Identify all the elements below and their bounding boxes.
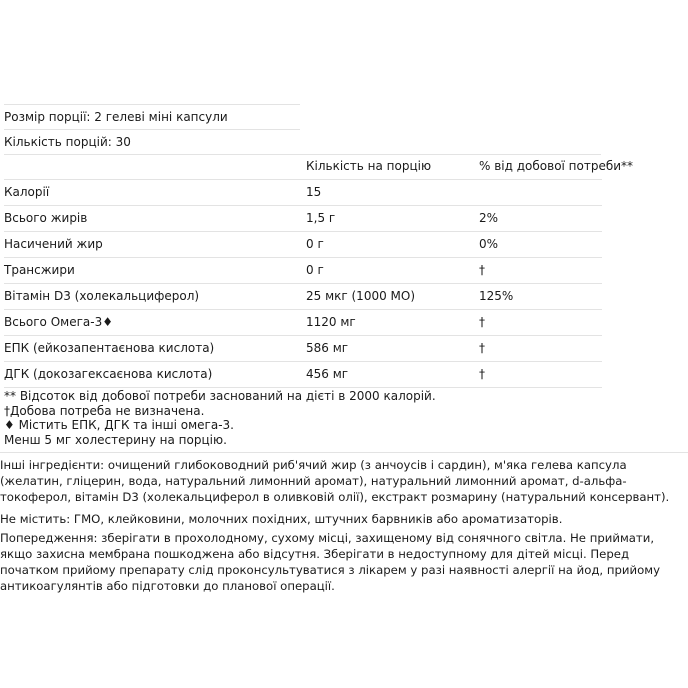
free-from-statement: Не містить: ГМО, клейковини, молочних похідних, штучних барвників або ароматизаторів. xyxy=(0,512,563,526)
nutrient-daily-value: 2% xyxy=(479,211,499,225)
section-divider xyxy=(0,452,688,453)
nutrient-daily-value: 125% xyxy=(479,289,514,303)
other-ingredients: Інші інгредієнти: очищений глибоководний риб'ячий жир (з анчоусів і сардин), м'яка гелева капсула (желатин, гліцерин, вода, натуральний лимонний аромат), натуральний лимонний аромат, d-альфа-токоферол, вітамін D3 (холекальциферол в оливковій олії), екстракт розмарину (натуральний консервант). xyxy=(0,458,670,504)
nutrient-daily-value: † xyxy=(479,367,485,381)
table-row xyxy=(4,232,602,258)
nutrient-amount: 15 xyxy=(306,185,322,199)
nutrient-name: Насичений жир xyxy=(4,237,103,251)
nutrient-name: ДГК (докозагексаєнова кислота) xyxy=(4,367,213,381)
table-row xyxy=(4,310,602,336)
nutrition-table xyxy=(4,154,634,388)
nutrient-amount: 25 мкг (1000 МО) xyxy=(306,289,416,303)
header-daily-value: % від добової потреби** xyxy=(479,159,634,173)
nutrient-name: Вітамін D3 (холекальциферол) xyxy=(4,289,200,303)
nutrient-name: Калорії xyxy=(4,185,50,199)
table-row xyxy=(4,336,602,362)
table-row xyxy=(4,258,602,284)
servings-per-container: Кількість порцій: 30 xyxy=(4,129,300,154)
nutrient-name: Всього жирів xyxy=(4,211,88,225)
footnote-cholesterol: Менш 5 мг холестерину на порцію. xyxy=(4,432,227,447)
footnote-not-established: †Добова потреба не визначена. xyxy=(4,403,205,418)
nutrient-amount: 586 мг xyxy=(306,341,349,355)
nutrient-amount: 0 г xyxy=(306,237,324,251)
warning-statement: Попередження: зберігати в прохолодному, сухому місці, захищеному від сонячного світла. Не приймати, якщо захисна мембрана пошкоджена або відсутня. Зберігати в недоступному для дітей місці. Перед початком прийому препарату слід проконсультуватися з лікарем у разі наявності алергії на йод, прийому антикоагулянтів або підготовки до планової операції. xyxy=(0,531,661,593)
table-row xyxy=(4,362,602,388)
footnote-omega3: ♦ Містить ЕПК, ДГК та інші омега-3. xyxy=(4,418,234,432)
table-row xyxy=(4,180,602,206)
nutrient-daily-value: † xyxy=(479,315,485,329)
nutrient-amount: 1120 мг xyxy=(306,315,356,329)
table-header xyxy=(4,154,634,180)
nutrient-amount: 1,5 г xyxy=(306,211,336,225)
nutrient-amount: 456 мг xyxy=(306,367,349,381)
nutrient-daily-value: † xyxy=(479,263,485,277)
footnotes xyxy=(4,389,604,447)
nutrient-name: ЕПК (ейкозапентаєнова кислота) xyxy=(4,341,215,355)
footnote-daily-value: ** Відсоток від добової потреби заснований на дієті в 2000 калорій. xyxy=(4,389,436,403)
nutrient-daily-value: 0% xyxy=(479,237,499,251)
table-row xyxy=(4,206,602,232)
nutrient-name: Всього Омега-3♦ xyxy=(4,315,113,329)
header-amount: Кількість на порцію xyxy=(306,159,432,173)
nutrient-daily-value: † xyxy=(479,341,485,355)
nutrient-name: Трансжири xyxy=(4,263,75,277)
nutrient-amount: 0 г xyxy=(306,263,324,277)
serving-size: Розмір порції: 2 гелеві міні капсули xyxy=(4,104,300,129)
table-row xyxy=(4,284,602,310)
